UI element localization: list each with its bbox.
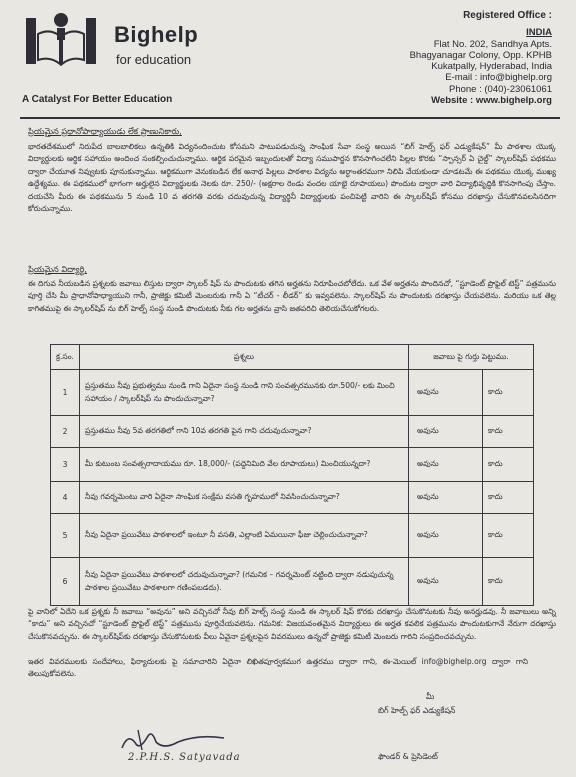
answer-no[interactable]: కాదు	[483, 370, 534, 416]
brand-subtitle: for education	[116, 52, 192, 67]
row-number: 5	[51, 514, 80, 558]
row-number: 1	[51, 370, 80, 416]
email-line: E-mail : info@bighelp.org	[445, 72, 552, 84]
answer-no[interactable]: కాదు	[483, 514, 534, 558]
brand-name: Bighelp	[114, 22, 199, 47]
question-text: నీవు గవర్నమెంటు వారి ఏదైనా సాంఘిక సంక్షేమ వసతి గృహములో నివసించుచున్నావా?	[80, 482, 409, 514]
bighelp-logo-icon	[24, 10, 98, 70]
website-line: Website : www.bighelp.org	[431, 95, 552, 107]
header-divider	[20, 117, 560, 119]
answer-yes[interactable]: అవును	[409, 482, 483, 514]
office-country: INDIA	[526, 27, 552, 39]
signature-name: 2.P.H.S. Satyavada	[128, 752, 241, 763]
table-row	[51, 416, 534, 448]
row-number: 6	[51, 558, 80, 606]
contact-paragraph: ఇతర వివరములకు సందేహాలు, ఫిర్యాదులకు పై సమాచారిని ఏదైనా లిఖితపూర్వకముగ ఉత్తరము ద్వారా గాని, ఈ-మెయిల్ info@bighelp.org ద్వారా గాని తెలుపుకోవలెను.	[28, 657, 528, 679]
office-header: Registered Office :	[463, 10, 552, 21]
eligibility-paragraph: పై వానిలో ఏదేని ఒక ప్రశ్నకు నీ జవాబు “అవును” అని వచ్చినచో నీవు బిగ్ హెల్ప్ సంస్థ నుండి ఈ స్కాలర్ షిప్ కొరకు దరఖాస్తు చేసుకొనుటకు నీవు అనర్హుడవు. నీ జవాబులు అన్ని “కాదు” అని వచ్చినచో “స్టూడెంట్ ప్రొఫైల్ టెస్ట్” పత్రమును పూర్తిచేయవలెను. గమనిక: విజయవంతమైన విద్యార్థులు ఈ అర్హత కవలిక పత్రమును పొందుటకుగానే నేరుగా దరఖాస్తు చేసుకొనవచ్చును. ఈ స్కాలర్‌షిప్‌కు దరఖాస్తు చేసుకొనుటకు వీలు ఏవైనా ప్రశ్నలపైన వివరములు ఉన్నచో ప్రాజెక్టు కమిటీ మెంబరు గారిని సంప్రదించవచ్చును.	[28, 607, 556, 641]
col-header-serial: క్ర.సం.	[51, 345, 80, 370]
question-text: ప్రస్తుతము నీవు ప్రభుత్వము నుండి గాని ఏదైనా సంస్థ నుండి గాని సంవత్సరమునకు రూ.500/- లకు మించి సహాయం / స్కాలర్‌షిప్ ను పొందుచున్నావా?	[80, 370, 409, 416]
intro-paragraph: భారతదేశములో నిరుపేద బాలబాలికలు ఉన్నతికి విద్యనందించుట కోసమని పాటుపడుచున్న సాంఘిక సేవా సంస్థ అయిన “బిగ్ హెల్ప్ ఫర్ ఎడ్యుకేషన్” మీ పాఠశాల యొక్క విద్యార్థులకు ఆర్థిక సహాయం అందించ సంకల్పించుచున్నాము. ఆర్థిక పరమైన ఇబ్బందులతో విద్యా సముపార్జన కొనసాగించలేని పిల్లల కొరకు “స్పాన్సర్ ఏ చైల్డ్” స్కాలర్‌షిప్ పథకము ద్వారా చేయూత నివ్వుటకు పూనుకున్నాము. ఆర్థికముగా వెనుకబడిన లేక అనాథ పిల్లలు పాఠశాల విద్యను అర్ధాంతరముగా నిలిపి వేయకుండా చూడటమే ఈ పథకము యొక్క ముఖ్య ఉద్దేశ్యము. ఈ పథకములో భాగంగా అర్హులైన విద్యార్థులకు నెలకు రూ. 250/- (అక్షరాల రెండు వందల యాభై రూపాయలు) పొందుట ద్వారా వారి విద్యాభివృద్ధికి కొనసాగింపు చేస్తాం. దయచేసి మీరు ఈ పథకమును 5 నుండి 10 వ తరగతి వరకు చదువుచున్న విద్యార్థినీ విద్యార్థులకు పంచిపెట్టి వారిని ఈ స్కాలర్‌షిప్ కోసము దరఖాస్తు చేసుకొనవలసినదిగా కోరుచున్నాము.	[28, 142, 556, 214]
table-row	[51, 482, 534, 514]
address-line: Bhagyanagar Colony, Opp. KPHB	[409, 49, 552, 61]
closing-org: బిగ్ హెల్ప్ ఫర్ ఎడ్యుకేషన్	[378, 706, 456, 715]
closing-role: ఫౌండర్ & ప్రెసిడెంట్	[378, 752, 438, 761]
students-heading: ప్రియమైన విద్యార్థి,	[28, 264, 87, 274]
handwritten-signature-icon	[118, 728, 228, 754]
answer-no[interactable]: కాదు	[483, 448, 534, 482]
answer-no[interactable]: కాదు	[483, 416, 534, 448]
row-number: 2	[51, 416, 80, 448]
question-text: మీ కుటుంబ సంవత్సరాదాయము రూ. 18,000/- (పద్దెనిమిది వేల రూపాయలు) మించియున్నదా?	[80, 448, 409, 482]
table-row	[51, 514, 534, 558]
questions-table	[50, 344, 534, 606]
instructions-paragraph: ఈ దిగువ నీయబడిన ప్రశ్నలకు జవాబు లిస్తుట ద్వారా స్కాలర్ షిప్ ను పొందుటకు తగిన అర్హతను నిరూపించబోలేదు. ఒక వేళ అర్హతను పొందినచో, “స్టూడెంట్ ప్రొఫైల్ టెస్ట్” పత్రమును పూర్తి చేసి మీ ప్రాధానోపాధ్యాయుని గానీ, ప్రాజెక్టు కమిటీ మెంబరుకు గానీ ఏ “టీచర్ - లీడర్” కు ఇవ్వవలెను. స్కాలర్‌షిప్ ను పొందుటకు దరఖాస్తు చేయవలెను. మరియు ఒక తెల్ల కాగితముపై ఈ స్కాలర్‌షిప్ ను బిగ్ హెల్ప్ సంస్థ నుండి పొందుటకు నీకు గల అర్హతను వ్రాసి జతపరిచి తెలియచేసుకోగలరు.	[28, 279, 556, 313]
tagline: A Catalyst For Better Education	[22, 94, 173, 105]
answer-yes[interactable]: అవును	[409, 514, 483, 558]
answer-no[interactable]: కాదు	[483, 482, 534, 514]
table-row	[51, 558, 534, 606]
col-header-questions: ప్రశ్నలు	[80, 345, 409, 370]
table-row	[51, 370, 534, 416]
answer-yes[interactable]: అవును	[409, 448, 483, 482]
answer-yes[interactable]: అవును	[409, 416, 483, 448]
salutation: ప్రియమైన ప్రధానోపాధ్యాయుడు లేక ప్రాణునికారు,	[28, 126, 182, 136]
answer-yes[interactable]: అవును	[409, 558, 483, 606]
table-row	[51, 448, 534, 482]
address-line: Kukatpally, Hyderabad, India	[431, 61, 552, 73]
phone-line: Phone : (040)-23061061	[449, 83, 552, 95]
row-number: 4	[51, 482, 80, 514]
row-number: 3	[51, 448, 80, 482]
question-text: నీవు ఏదైనా ప్రయివేటు పాఠశాలలో ఇంటూ నీ వసతి, ఎల్లాంటి ఏమయినా ఫీజు చెల్లించుచున్నావా?	[80, 514, 409, 558]
answer-yes[interactable]: అవును	[409, 370, 483, 416]
col-header-answer: జవాబు పై గుర్తు పెట్టుము.	[409, 345, 534, 370]
table-header-row	[51, 345, 534, 370]
address-line: Flat No. 202, Sandhya Apts.	[433, 38, 552, 50]
answer-no[interactable]: కాదు	[483, 558, 534, 606]
question-text: ప్రస్తుతము నీవు 5వ తరగతిలో గాని 10వ తరగతి పైన గాని చదువుచున్నావా?	[80, 416, 409, 448]
question-text: నీవు ఏదైనా ప్రయివేటు పాఠశాలలో చదువుచున్నావా? (గమనిక – గవర్నమెంట్ నట్టింది ద్వారా నడుపుచున్న పాఠశాల ప్రయివేటు పాఠశాలగా గణింపబడదు).	[80, 558, 409, 606]
closing-yours: మీ	[426, 692, 435, 701]
registered-office-block	[322, 10, 552, 106]
